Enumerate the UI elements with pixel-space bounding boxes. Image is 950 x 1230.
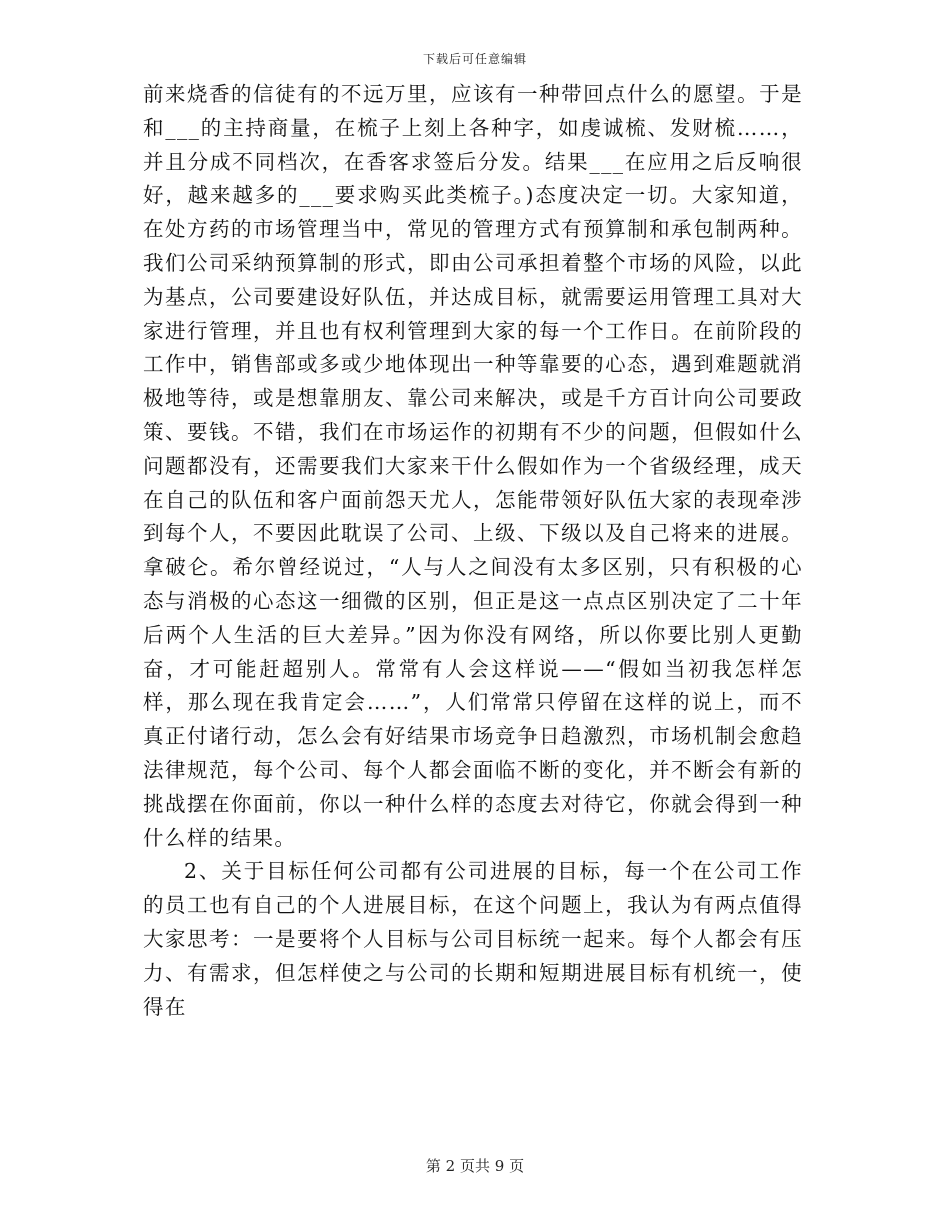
page-number: 第 2 页共 9 页 [425,1157,525,1175]
body-paragraph-2: 2、关于目标任何公司都有公司进展的目标，每一个在公司工作的员工也有自己的个人进展目标，在这个问题上，我认为有两点值得大家思考：一是要将个人目标与公司目标统一起来。每个人都会有压力、有需求，但怎样使之与公司的长期和短期进展目标有机统一，使得在 [143,859,803,1019]
body-paragraph-1: 前来烧香的信徒有的不远万里，应该有一种带回点什么的愿望。于是和___的主持商量，在梳子上刻上各种字，如虔诚梳、发财梳……，并且分成不同档次，在香客求签后分发。结果___在应用之后反响很好，越来越多的___要求购买此类梳子。)态度决定一切。大家知道，在处方药的市场管理当中，常见的管理方式有预算制和承包制两种。我们公司采纳预算制的形式，即由公司承担着整个市场的风险，以此为基点，公司要建设好队伍，并达成目标，就需要运用管理工具对大家进行管理，并且也有权利管理到大家的每一个工作日。在前阶段的工作中，销售部或多或少地体现出一种等靠要的心态，遇到难题就消极地等待，或是想靠朋友、靠公司来解决，或是千方百计向公司要政策、要钱。不错，我们在市场运作的初期有不少的问题，但假如什么问题都没有，还需要我们大家来干什么假如作为一个省级经理，成天在自己的队伍和客户面前怨天尤人，怎能带领好队伍大家的表现牵涉到每个人，不要因此耽误了公司、上级、下级以及自己将来的进展。拿破仑。希尔曾经说过，“人与人之间没有太多区别，只有积极的心态与消极的心态这一细微的区别，但正是这一点点区别决定了二十年后两个人生活的巨大差异。”因为你没有网络，所以你要比别人更勤奋，才可能赶超别人。常常有人会这样说——“假如当初我怎样怎样，那么现在我肯定会……”，人们常常只停留在这样的说上，而不真正付诸行动，怎么会有好结果市场竞争日趋激烈，市场机制会愈趋法律规范，每个公司、每个人都会面临不断的变化，并不断会有新的挑战摆在你面前，你以一种什么样的态度去对待它，你就会得到一种什么样的结果。 [143,82,803,850]
document-body [143,78,803,1024]
page-header: 下载后可任意编辑 [422,52,527,66]
